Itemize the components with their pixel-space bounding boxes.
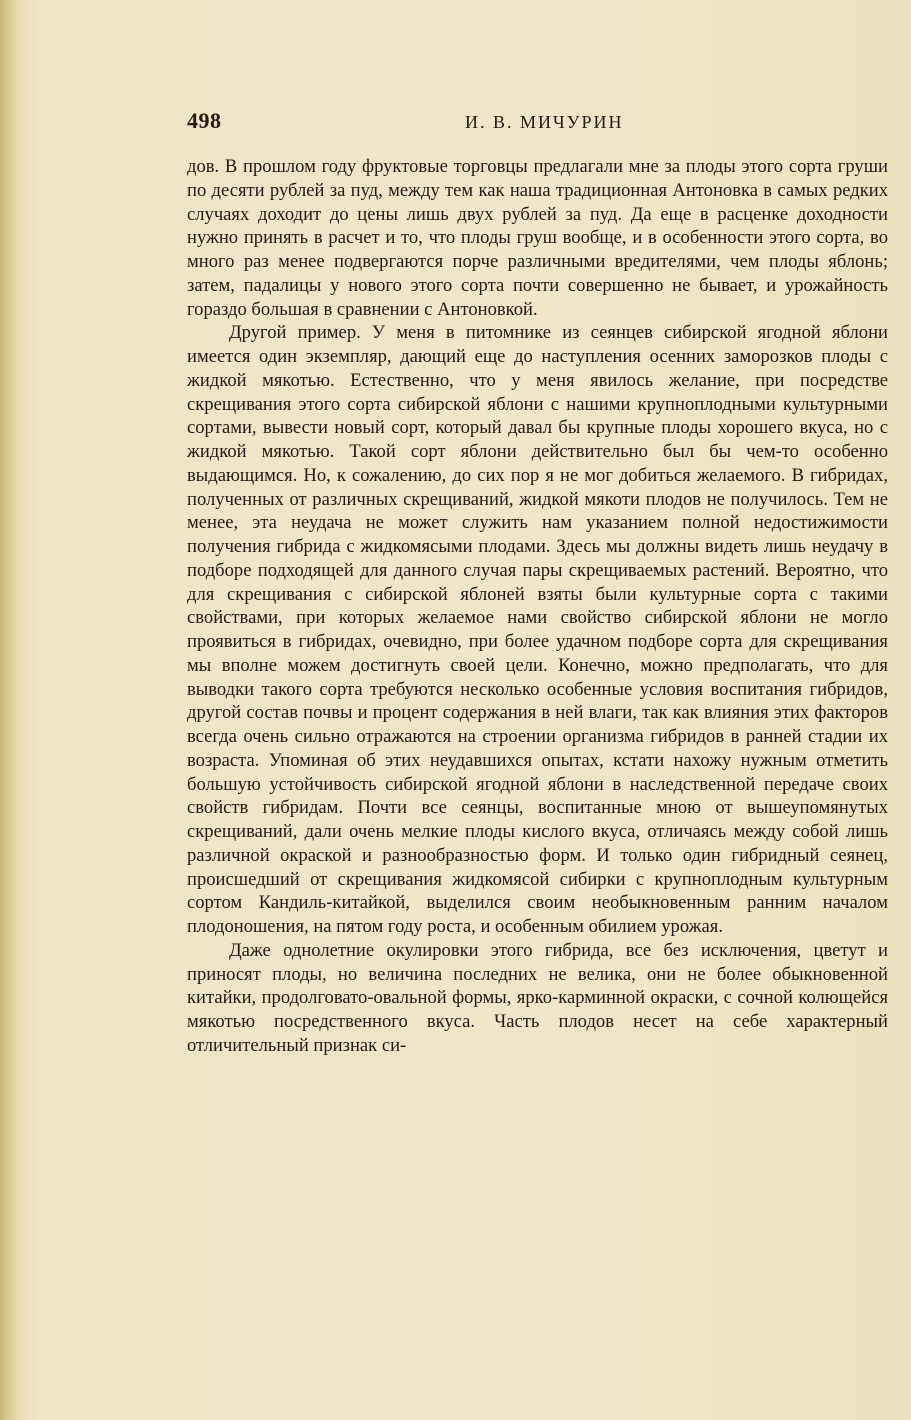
- paragraph-continuation: дов. В прошлом году фруктовые торговцы предлагали мне за плоды этого сорта груши по десяти рублей за пуд, между тем как наша традиционная Антоновка в самых редких случаях доходит до цены лишь двух рублей за пуд. Да еще в расценке доходности нужно принять в расчет и то, что плоды груш вообще, и в особенности этого сорта, во много раз менее подвергаются порче различными вредителями, чем плоды яблонь; затем, падалицы у нового этого сорта почти совершенно не бывает, и урожайность гораздо большая в сравнении с Антоновкой.: [187, 156, 888, 320]
- paragraph-grafts: Даже однолетние окулировки этого гибрида, все без исключения, цветут и приносят плоды, но величина последних не велика, они не более обыкновенной китайки, продолговато-овальной формы, ярко-карминной окраски, с сочной колющейся мякотью посредственного вкуса. Часть плодов несет на себе характерный отличительный признак си-: [187, 939, 888, 1056]
- body-text: [187, 155, 888, 1058]
- page-number: 498: [187, 108, 222, 133]
- running-head: [187, 106, 887, 140]
- page-binding-edge: [0, 0, 22, 1420]
- running-head-title: И. В. МИЧУРИН: [465, 112, 624, 132]
- paragraph-another-example: Другой пример. У меня в питомнике из сеянцев сибирской ягодной яблони имеется один экземпляр, дающий еще до наступления осенних заморозков плоды с жидкой мякотью. Естественно, что у меня явилось желание, при посредстве скрещивания этого сорта сибирской яблони с нашими крупноплодными культурными сортами, вывести новый сорт, который давал бы крупные плоды хорошего вкуса, но с жидкой мякотью. Такой сорт яблони действительно был бы чем-то особенно выдающимся. Но, к сожалению, до сих пор я не мог добиться желаемого. В гибридах, полученных от различных скрещиваний, жидкой мякоти плодов не получилось. Тем не менее, эта неудача не может служить нам указанием полной недостижимости получения гибрида с жидкомясыми плодами. Здесь мы должны видеть лишь неудачу в подборе подходящей для данного случая пары скрещиваемых растений. Вероятно, что для скрещивания с сибирской яблоней взяты были культурные сорта с такими свойствами, при которых желаемое нами свойство сибирской яблони не могло проявиться в гибридах, очевидно, при более удачном подборе сорта для скрещивания мы вполне можем достигнуть своей цели. Конечно, можно предполагать, что для выводки такого сорта требуются несколько особенные условия воспитания гибридов, другой состав почвы и процент содержания в ней влаги, так как влияния этих факторов всегда очень сильно отражаются на строении организма гибридов в ранней стадии их возраста. Упоминая об этих неудавшихся опытах, кстати нахожу нужным отметить большую устойчивость сибирской ягодной яблони в наследственной передаче своих свойств гибридам. Почти все сеянцы, воспитанные мною от вышеупомянутых скрещиваний, дали очень мелкие плоды кислого вкуса, отличаясь между собой лишь различной окраской и разнообразностью форм. И только один гибридный сеянец, происшедший от скрещивания жидкомясой сибирки с крупноплодным культурным сортом Кандиль-китайкой, выделился своим необыкновенным ранним началом плодоношения, на пятом году роста, и особенным обилием урожая.: [187, 322, 888, 937]
